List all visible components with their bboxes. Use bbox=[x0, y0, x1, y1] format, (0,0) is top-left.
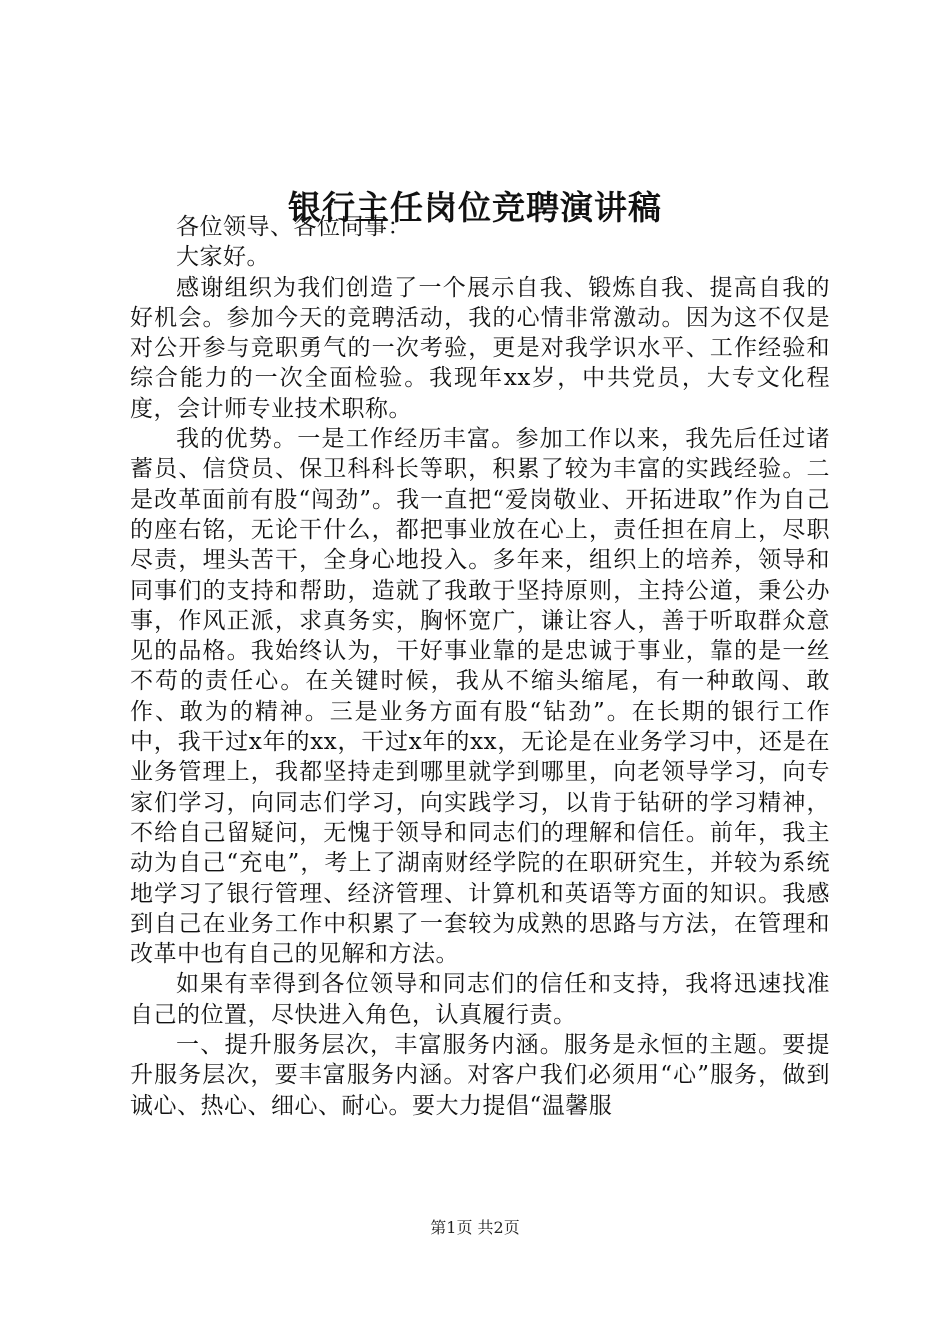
document-body bbox=[130, 212, 830, 1121]
document-title: 银行主任岗位竞聘演讲稿 bbox=[288, 188, 662, 227]
page-number-footer: 第1页 共2页 bbox=[430, 1218, 520, 1237]
salutation: 各位领导、各位同事： bbox=[176, 214, 411, 240]
paragraph-advantages: 我的优势。一是工作经历丰富。参加工作以来，我先后任过诸蓄员、信贷员、保卫科科长等职，积累了较为丰富的实践经验。二是改革面前有股“闯劲”。我一直把“爱岗敬业、开拓进取”作为自己的座右铭，无论干什么，都把事业放在心上，责任担在肩上，尽职尽责，埋头苦干，全身心地投入。多年来，组织上的培养，领导和同事们的支持和帮助，造就了我敢于坚持原则，主持公道，秉公办事，作风正派，求真务实，胸怀宽广，谦让容人，善于听取群众意见的品格。我始终认为，干好事业靠的是忠诚于事业，靠的是一丝不苟的责任心。在关键时候，我从不缩头缩尾，有一种敢闯、敢作、敢为的精神。三是业务方面有股“钻劲”。在长期的银行工作中，我干过x年的xx，干过x年的xx，无论是在业务学习中，还是在业务管理上，我都坚持走到哪里就学到哪里，向老领导学习，向专家们学习，向同志们学习，向实践学习，以肯于钻研的学习精神，不给自己留疑问，无愧于领导和同志们的理解和信任。前年，我主动为自己“充电”，考上了湖南财经学院的在职研究生，并较为系统地学习了银行管理、经济管理、计算机和英语等方面的知识。我感到自己在业务工作中积累了一套较为成熟的思路与方法，在管理和改革中也有自己的见解和方法。 bbox=[130, 426, 830, 968]
paragraph-service: 一、提升服务层次，丰富服务内涵。服务是永恒的主题。要提升服务层次，要丰富服务内涵。对客户我们必须用“心”服务，做到诚心、热心、细心、耐心。要大力提倡“温馨服 bbox=[130, 1032, 830, 1119]
paragraph-introduction: 感谢组织为我们创造了一个展示自我、锻炼自我、提高自我的好机会。参加今天的竞聘活动，我的心情非常激动。因为这不仅是对公开参与竞职勇气的一次考验，更是对我学识水平、工作经验和综合能力的一次全面检验。我现年xx岁，中共党员，大专文化程度，会计师专业技术职称。 bbox=[130, 274, 830, 422]
paragraph-commitment: 如果有幸得到各位领导和同志们的信任和支持，我将迅速找准自己的位置，尽快进入角色，认真履行责。 bbox=[130, 971, 830, 1028]
greeting: 大家好。 bbox=[176, 244, 270, 271]
